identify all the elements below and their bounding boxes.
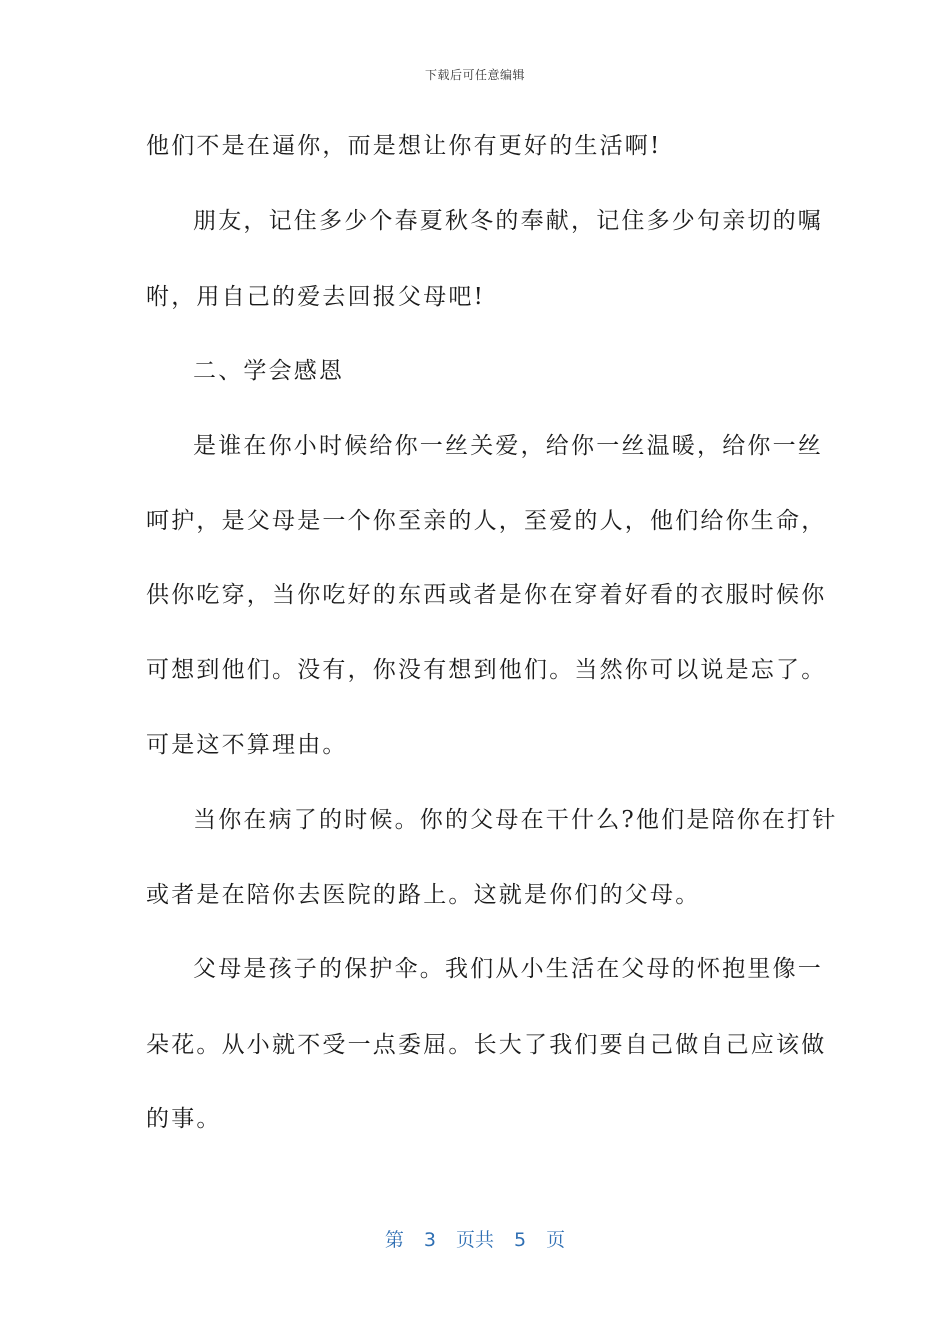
footer-prefix: 第	[384, 1229, 404, 1251]
body-line: 供你吃穿，当你吃好的东西或者是你在穿着好看的衣服时候你	[146, 582, 827, 608]
body-line: 咐，用自己的爱去回报父母吧!	[146, 284, 486, 310]
body-line: 或者是在陪你去医院的路上。这就是你们的父母。	[146, 882, 701, 908]
body-line: 父母是孩子的保护伞。我们从小生活在父母的怀抱里像一	[193, 956, 823, 982]
body-line: 当你在病了的时候。你的父母在干什么?他们是陪你在打针	[193, 807, 838, 833]
body-line: 朋友，记住多少个春夏秋冬的奉献，记住多少句亲切的嘱	[193, 208, 823, 234]
section-heading: 二、学会感恩	[193, 358, 345, 384]
body-line: 可想到他们。没有，你没有想到他们。当然你可以说是忘了。	[146, 657, 827, 683]
body-line: 可是这不算理由。	[146, 732, 348, 758]
body-line: 朵花。从小就不受一点委屈。长大了我们要自己做自己应该做	[146, 1032, 827, 1058]
body-line: 呵护，是父母是一个你至亲的人，至爱的人，他们给你生命，	[146, 508, 827, 534]
body-line: 是谁在你小时候给你一丝关爱，给你一丝温暖，给你一丝	[193, 433, 823, 459]
body-line: 的事。	[146, 1106, 222, 1132]
page-footer	[0, 1225, 950, 1252]
footer-middle: 页共	[455, 1229, 494, 1251]
body-line: 他们不是在逼你，而是想让你有更好的生活啊!	[146, 133, 662, 159]
footer-total-pages: 5	[514, 1229, 527, 1251]
page-header-note: 下载后可任意编辑	[424, 68, 525, 82]
footer-current-page: 3	[423, 1229, 436, 1251]
footer-suffix: 页	[546, 1229, 566, 1251]
